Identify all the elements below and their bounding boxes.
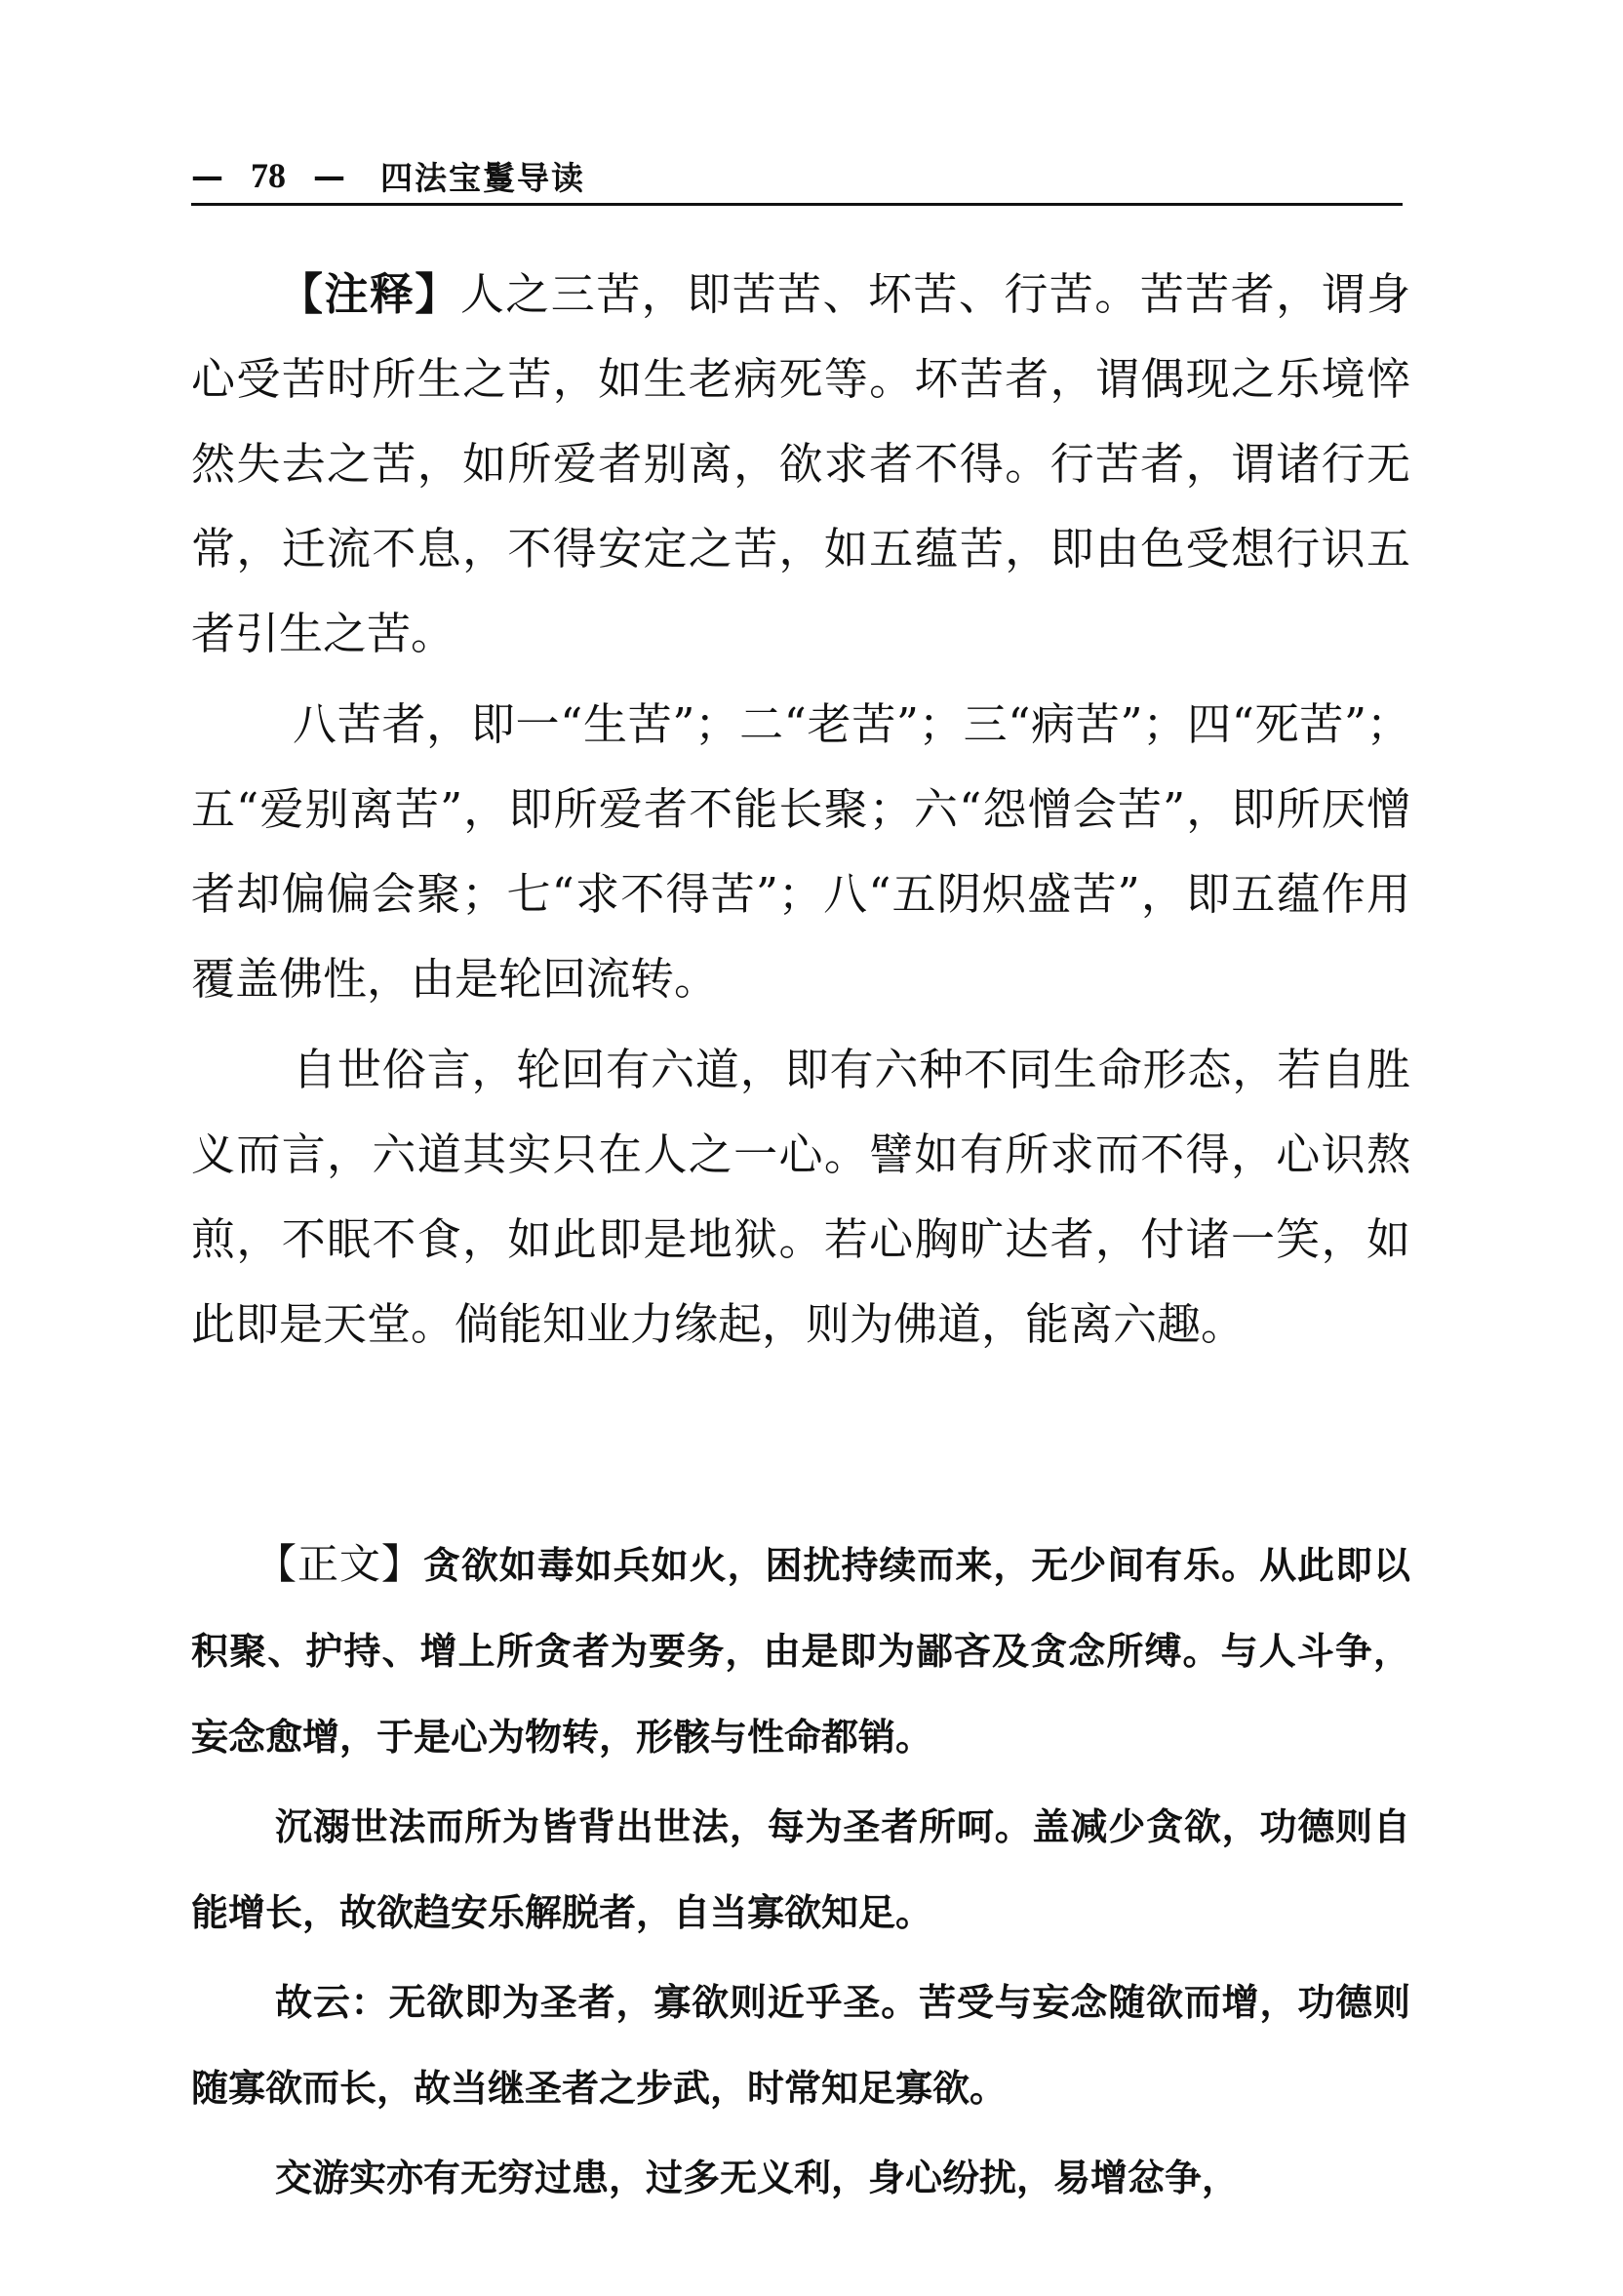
main-text-paragraph: 交游实亦有无穷过患，过多无义利，身心纷扰，易增忿争， bbox=[275, 2157, 1240, 2199]
running-header bbox=[191, 148, 585, 203]
annotation-paragraph: 【注释】人之三苦，即苦苦、坏苦、行苦。苦苦者，谓身心受苦时所生之苦，如生老病死等。坏苦者，谓偶现之乐境悴然失去之苦，如所爱者别离，欲求者不得。行苦者，谓诸行无常，迁流不息，不得安定之苦，如五蕴苦，即由色受想行识五者引生之苦。 bbox=[191, 268, 1410, 659]
book-title: 四法宝鬘导读 bbox=[380, 158, 585, 197]
main-text-paragraph: 故云：无欲即为圣者，寡欲则近乎圣。苦受与妄念随欲而增，功德则随寡欲而长，故当继圣者之步武，时常知足寡欲。 bbox=[191, 1981, 1410, 2110]
main-text-label: 【正文】 bbox=[256, 1540, 423, 1588]
annotation-label: 【注释】 bbox=[279, 268, 460, 320]
main-text-paragraph: 【正文】贪欲如毒如兵如火，困扰持续而来，无少间有乐。从此即以积聚、护持、增上所贪者为要务，由是即为鄙吝及贪念所缚。与人斗争，妄念愈增，于是心为物转，形骸与性命都销。 bbox=[191, 1540, 1410, 1759]
main-text-section bbox=[191, 1522, 1410, 2225]
annotation-paragraph: 自世俗言，轮回有六道，即有六种不同生命形态，若自胜义而言，六道其实只在人之一心。譬如有所求而不得，心识熬煎，不眠不食，如此即是地狱。若心胸旷达者，付诸一笑，如此即是天堂。倘能知业力缘起，则为佛道，能离六趣。 bbox=[191, 1044, 1410, 1350]
header-dash-left: — bbox=[191, 156, 223, 195]
header-rule bbox=[191, 203, 1403, 206]
annotation-paragraph: 八苦者，即一“生苦”；二“老苦”；三“病苦”；四“死苦”；五“爱别离苦”，即所爱者不能长聚；六“怨憎会苦”，即所厌憎者却偏偏会聚；七“求不得苦”；八“五阴炽盛苦”，即五蕴作用覆盖佛性，由是轮回流转。 bbox=[191, 698, 1410, 1005]
main-text-paragraph: 沉溺世法而所为皆背出世法，每为圣者所呵。盖减少贪欲，功德则自能增长，故欲趋安乐解脱者，自当寡欲知足。 bbox=[191, 1805, 1410, 1934]
page-number: 78 bbox=[251, 156, 286, 195]
header-dash-right: — bbox=[313, 156, 345, 195]
annotation-section bbox=[191, 252, 1410, 1372]
